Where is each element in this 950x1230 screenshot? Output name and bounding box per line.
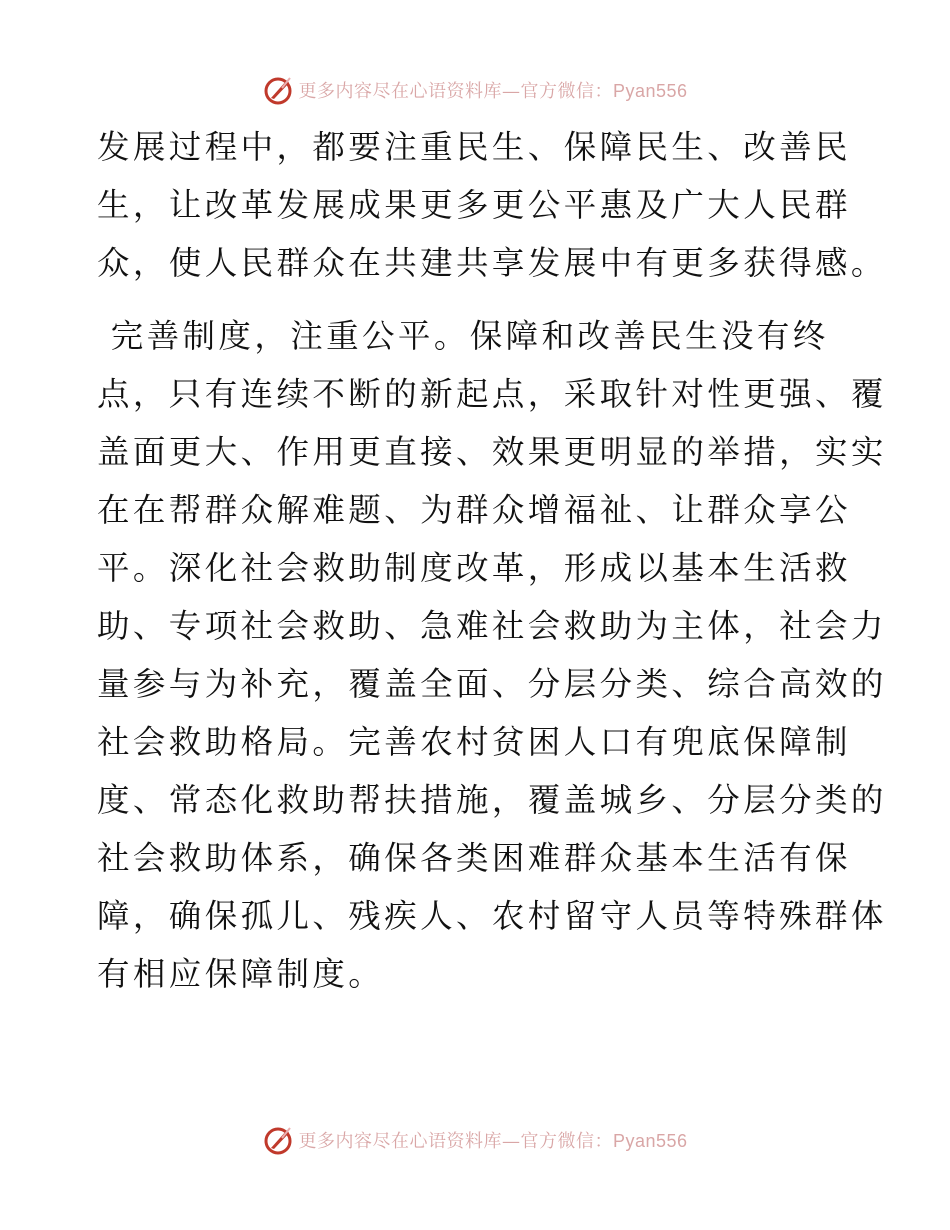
body-line-15: 有相应保障制度。 [97, 955, 385, 993]
body-line-3: 众，使人民群众在共建共享发展中有更多获得感。 [97, 244, 887, 282]
watermark-wechat-id: Pyan556 [612, 1131, 688, 1151]
body-line-5: 点，只有连续不断的新起点，采取针对性更强、覆 [97, 375, 887, 413]
header-watermark [0, 70, 950, 110]
watermark-text: 更多内容尽在心语资料库—官方微信：Pyan556 [298, 81, 688, 102]
body-line-11: 社会救助格局。完善农村贫困人口有兜底保障制 [97, 723, 851, 761]
body-line-7: 在在帮群众解难题、为群众增福祉、让群众享公 [97, 491, 851, 529]
body-line-8: 平。深化社会救助制度改革，形成以基本生活救 [97, 549, 851, 587]
red-quill-circle-icon [262, 74, 294, 106]
body-line-14: 障，确保孤儿、残疾人、农村留守人员等特殊群体 [97, 897, 887, 935]
body-line-9: 助、专项社会救助、急难社会救助为主体，社会力 [97, 607, 887, 645]
watermark-wechat-id: Pyan556 [612, 81, 688, 101]
body-line-10: 量参与为补充，覆盖全面、分层分类、综合高效的 [97, 665, 887, 703]
watermark-text: 更多内容尽在心语资料库—官方微信：Pyan556 [298, 1131, 688, 1152]
body-line-13: 社会救助体系，确保各类困难群众基本生活有保 [97, 839, 851, 877]
footer-watermark [0, 1120, 950, 1160]
body-line-12: 度、常态化救助帮扶措施，覆盖城乡、分层分类的 [97, 781, 887, 819]
body-line-6: 盖面更大、作用更直接、效果更明显的举措，实实 [97, 433, 887, 471]
body-line-4: 完善制度，注重公平。保障和改善民生没有终 [97, 317, 829, 355]
red-quill-circle-icon [262, 1124, 294, 1156]
body-line-2: 生，让改革发展成果更多更公平惠及广大人民群 [97, 186, 851, 224]
body-line-1: 发展过程中，都要注重民生、保障民生、改善民 [97, 128, 851, 166]
